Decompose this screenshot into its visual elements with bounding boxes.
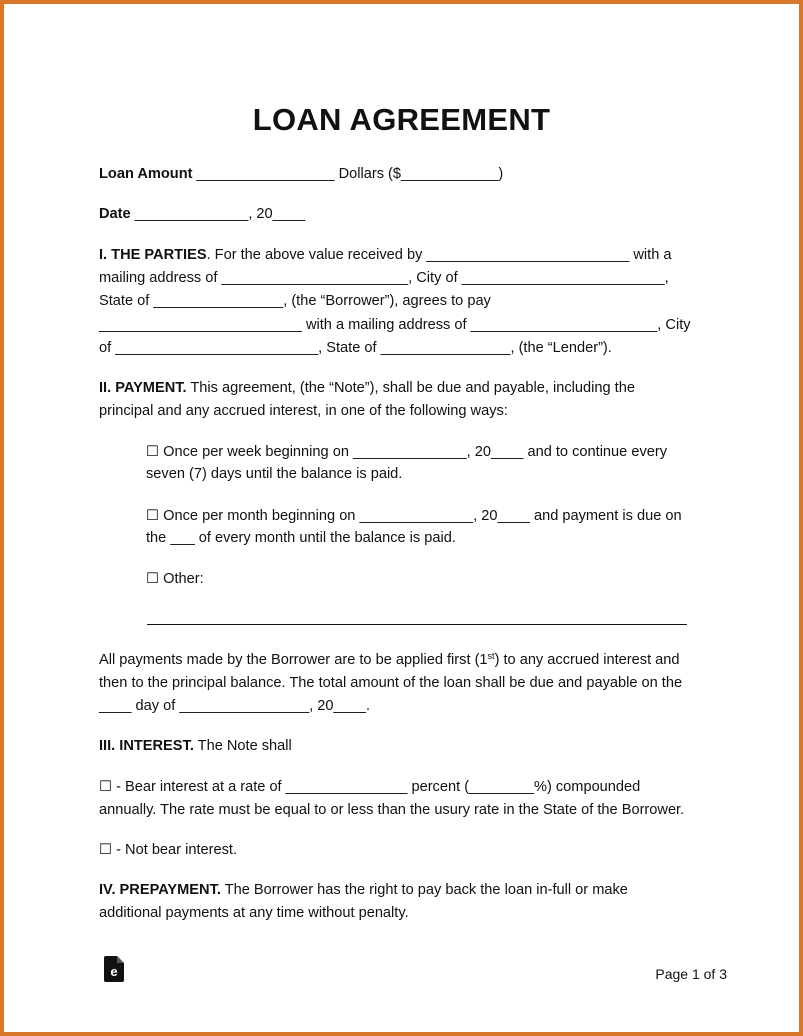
- date-line: [99, 206, 305, 222]
- option-monthly-line-1: ☐ Once per month beginning on ______________, 20____ and payment is due on: [146, 508, 682, 524]
- parties-line-1: [99, 247, 672, 263]
- svg-text:e: e: [110, 964, 118, 979]
- option-other: ☐ Other:: [146, 571, 204, 587]
- applied-line-2: then to the principal balance. The total amount of the loan shall be due and payable on the: [99, 675, 683, 691]
- eforms-logo-icon: [104, 956, 124, 987]
- loan-amount-line: [99, 166, 503, 182]
- other-blank-rule: [147, 624, 687, 625]
- applied-line-3: ____ day of ________________, 20____.: [99, 698, 371, 714]
- interest-line: [99, 738, 292, 754]
- interest-intro: The Note shall: [193, 738, 292, 754]
- not-bear-interest: ☐ - Not bear interest.: [99, 842, 237, 858]
- loan-amount-blank: _________________ Dollars ($____________): [192, 166, 504, 182]
- date-blank: ______________, 20____: [130, 206, 306, 222]
- page-number: Page 1 of 3: [655, 966, 727, 982]
- prepayment-heading: IV. PREPAYMENT.: [99, 882, 221, 898]
- prepayment-line-2: additional payments at any time without penalty.: [99, 905, 409, 921]
- payment-heading: II. PAYMENT.: [99, 380, 187, 396]
- option-weekly-line-1: ☐ Once per week beginning on ______________, 20____ and to continue every: [146, 444, 668, 460]
- applied-sup: st: [487, 651, 495, 661]
- payment-line-2: principal and any accrued interest, in one of the following ways:: [99, 403, 508, 419]
- parties-text-1: . For the above value received by _________________________ with a: [206, 247, 672, 263]
- payment-line-1: [99, 380, 635, 396]
- parties-line-4: _________________________ with a mailing address of _______________________, City: [99, 317, 691, 333]
- applied-text-1a: All payments made by the Borrower are to be applied first (1: [99, 652, 488, 668]
- parties-line-5: of _________________________, State of ________________, (the “Lender”).: [99, 340, 612, 356]
- interest-heading: III. INTEREST.: [99, 738, 194, 754]
- bear-interest-line-1: ☐ - Bear interest at a rate of _______________ percent (________%) compounded: [99, 779, 641, 795]
- date-label: Date: [99, 206, 131, 222]
- option-monthly-line-2: the ___ of every month until the balance is paid.: [146, 530, 456, 546]
- prepayment-line-1: [99, 882, 628, 898]
- parties-line-3: State of ________________, (the “Borrower”), agrees to pay: [99, 293, 491, 309]
- applied-line-1: [99, 652, 680, 668]
- loan-amount-label: Loan Amount: [99, 166, 193, 182]
- option-weekly-line-2: seven (7) days until the balance is paid.: [146, 466, 403, 482]
- parties-heading: I. THE PARTIES: [99, 247, 207, 263]
- applied-text-1b: ) to any accrued interest and: [494, 652, 680, 668]
- prepayment-text-1: The Borrower has the right to pay back the loan in-full or make: [220, 882, 628, 898]
- parties-line-2: mailing address of _______________________, City of _________________________,: [99, 270, 669, 286]
- document-page: [4, 4, 799, 1032]
- payment-text-1: This agreement, (the “Note”), shall be due and payable, including the: [186, 380, 635, 396]
- document-title: LOAN AGREEMENT: [252, 102, 551, 137]
- bear-interest-line-2: annually. The rate must be equal to or less than the usury rate in the State of the Borrower.: [99, 802, 685, 818]
